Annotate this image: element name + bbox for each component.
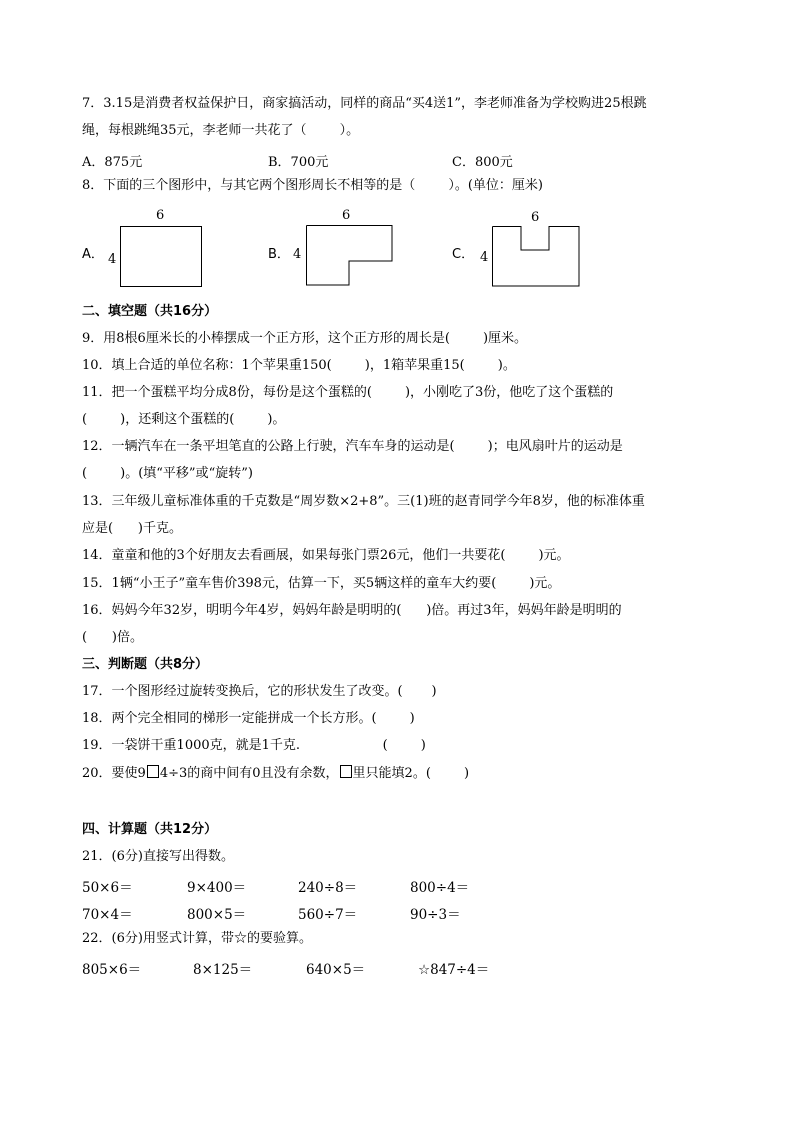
q20-text-middle: 4÷3的商中间有0且没有余数， xyxy=(159,766,339,781)
figure-c-notched-shape xyxy=(492,226,582,288)
question-12-line-1: 12．一辆汽车在一条平坦笔直的公路上行驶，汽车车身的运动是( )；电风扇叶片的运动是 xyxy=(82,439,623,454)
figure-c-label: C． xyxy=(452,247,475,262)
question-15: 15．1辆“小王子”童车售价398元，估算一下，买5辆这样的童车大约要( )元。 xyxy=(82,576,561,591)
blank-box-icon xyxy=(147,765,159,778)
question-7-line-1: 7．3.15是消费者权益保护日，商家搞活动，同样的商品“买4送1”，李老师准备为学校购进25根跳 xyxy=(82,96,647,111)
question-11-line-1: 11．把一个蛋糕平均分成8份，每份是这个蛋糕的( )，小刚吃了3份，他吃了这个蛋糕的 xyxy=(82,385,614,400)
section-4-heading: 四、计算题（共12分） xyxy=(82,822,218,837)
calc-item: 560÷7＝ xyxy=(298,907,358,923)
figure-b-step-shape xyxy=(306,225,394,287)
question-16-line-2: ( )倍。 xyxy=(82,630,143,645)
q20-text-end: 里只能填2。( ) xyxy=(352,766,470,781)
question-21: 21．(6分)直接写出得数。 xyxy=(82,849,234,864)
figure-c-height: 4 xyxy=(480,250,489,265)
section-3-heading: 三、判断题（共8分） xyxy=(82,657,209,672)
question-22: 22．(6分)用竖式计算，带☆的要验算。 xyxy=(82,931,312,946)
calc-item: 90÷3＝ xyxy=(410,907,461,923)
figure-a-width: 6 xyxy=(156,208,165,223)
question-18: 18．两个完全相同的梯形一定能拼成一个长方形。( ) xyxy=(82,711,415,726)
calc-item: 70×4＝ xyxy=(82,907,133,923)
section-2-heading: 二、填空题（共16分） xyxy=(82,304,218,319)
figure-b-height: 4 xyxy=(293,247,302,262)
q7-option-b: B．700元 xyxy=(268,155,329,170)
calc-item: 9×400＝ xyxy=(187,880,247,896)
calc-item: 805×6＝ xyxy=(82,962,142,978)
calc-item: 640×5＝ xyxy=(306,962,366,978)
calc-item: 800×5＝ xyxy=(187,907,247,923)
question-8-text: 8．下面的三个图形中，与其它两个图形周长不相等的是（ ）。(单位：厘米) xyxy=(82,178,543,193)
question-19: 19．一袋饼干重1000克，就是1千克. ( ) xyxy=(82,738,426,753)
figure-c-width: 6 xyxy=(531,210,540,225)
question-16-line-1: 16．妈妈今年32岁，明明今年4岁，妈妈年龄是明明的( )倍。再过3年，妈妈年龄是明明的 xyxy=(82,603,622,618)
q7-option-a: A．875元 xyxy=(82,155,143,170)
calc-item: 800÷4＝ xyxy=(410,880,470,896)
calc-item: 8×125＝ xyxy=(193,962,253,978)
q20-text-start: 20．要使9 xyxy=(82,766,146,781)
calc-item: 50×6＝ xyxy=(82,880,133,896)
figure-b-label: B． xyxy=(268,247,290,262)
question-13-line-1: 13．三年级儿童标准体重的千克数是“周岁数×2+8”。三(1)班的赵青同学今年8岁，他的标准体重 xyxy=(82,494,645,509)
calc-item: 240÷8＝ xyxy=(298,880,358,896)
question-11-line-2: ( )，还剩这个蛋糕的( )。 xyxy=(82,412,286,427)
question-12-line-2: ( )。(填“平移”或“旋转”) xyxy=(82,466,253,481)
question-9: 9．用8根6厘米长的小棒摆成一个正方形，这个正方形的周长是( )厘米。 xyxy=(82,331,528,346)
question-13-line-2: 应是( )千克。 xyxy=(82,521,182,536)
question-10: 10．填上合适的单位名称：1个苹果重150( )，1箱苹果重15( )。 xyxy=(82,358,516,373)
calc-item: ☆847÷4＝ xyxy=(418,962,490,978)
question-17: 17．一个图形经过旋转变换后，它的形状发生了改变。( ) xyxy=(82,684,437,699)
blank-box-icon xyxy=(340,765,352,778)
figure-b-width: 6 xyxy=(342,208,351,223)
question-20 xyxy=(82,765,469,782)
question-14: 14．童童和他的3个好朋友去看画展，如果每张门票26元，他们一共要花( )元。 xyxy=(82,548,570,563)
question-7-line-2: 绳，每根跳绳35元，李老师一共花了（ ）。 xyxy=(82,123,360,138)
figure-a-label: A． xyxy=(82,247,104,262)
figure-a-height: 4 xyxy=(108,252,117,267)
q7-option-c: C．800元 xyxy=(452,155,513,170)
figure-a-rectangle xyxy=(120,226,204,288)
